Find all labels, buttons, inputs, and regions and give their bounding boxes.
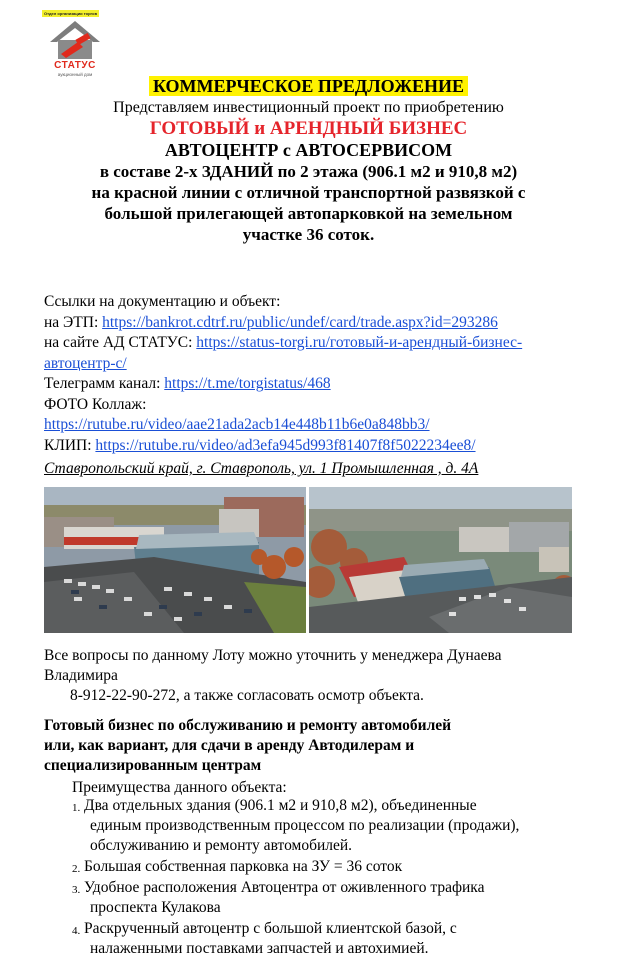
address: Ставропольский край, г. Ставрополь, ул. 1 Промышленная , д. 4А <box>44 460 479 477</box>
list-item-text: проспекта Кулакова <box>90 899 221 916</box>
contact-line: Все вопросы по данному Лоту можно уточнить у менеджера Дунаева <box>44 647 502 664</box>
list-item-text: Два отдельных здания (906.1 м2 и 910,8 м2), объединенные <box>84 797 477 814</box>
site-link[interactable]: https://status-torgi.ru/готовый-и-арендный-бизнес- <box>196 334 523 351</box>
headline-line: на красной линии с отличной транспортной развязкой с <box>91 183 526 202</box>
business-title-line: специализированным центрам <box>44 757 262 774</box>
headline-line: АВТОЦЕНТР с АВТОСЕРВИСОМ <box>164 140 453 160</box>
headline-line: в составе 2-х ЗДАНИЙ по 2 этажа (906.1 м2 и 910,8 м2) <box>99 162 518 181</box>
logo-name: СТАТУС <box>54 60 96 71</box>
company-logo <box>40 8 110 76</box>
links-section <box>44 292 604 456</box>
contact-line: Владимира <box>44 667 118 684</box>
site-label: на сайте АД СТАТУС: <box>44 334 197 351</box>
list-number: 4. <box>72 925 81 937</box>
list-item-text: обслуживанию и ремонту автомобилей. <box>90 837 353 854</box>
advantages-heading: Преимущества данного объекта: <box>72 779 287 796</box>
list-number: 2. <box>72 863 81 875</box>
list-item-text: Большая собственная парковка на ЗУ = 36 соток <box>84 858 403 875</box>
clip-label: КЛИП: <box>44 436 96 454</box>
logo-tag: Отдел организации торгов <box>44 11 98 16</box>
telegram-label: Телеграмм канал: <box>44 375 165 392</box>
business-title <box>44 716 564 776</box>
photo-link[interactable]: https://rutube.ru/video/aae21ada2acb14e448b11b6e0a848bb3/ <box>44 416 430 433</box>
house-logo-icon <box>48 20 102 60</box>
telegram-link[interactable]: https://t.me/torgistatus/468 <box>164 375 331 392</box>
offer-header <box>0 76 617 245</box>
intro-text: Представляем инвестиционный проект по приобретению <box>113 99 504 116</box>
headline-line: участке 36 соток. <box>242 225 375 244</box>
photo-label: ФОТО Коллаж: <box>44 395 147 413</box>
list-item <box>72 919 592 959</box>
red-headline: ГОТОВЫЙ и АРЕНДНЫЙ БИЗНЕС <box>149 118 468 139</box>
list-item-text: Раскрученный автоцентр с большой клиентской базой, с <box>84 920 457 937</box>
contact-phone: 8-912-22-90-272, а также согласовать осмотр объекта. <box>70 687 424 704</box>
clip-link[interactable]: https://rutube.ru/video/ad3efa945d993f81407f8f5022234ee8/ <box>95 436 476 454</box>
list-item <box>72 857 592 877</box>
list-item-text: налаженными поставками запчастей и автохимией. <box>90 940 429 957</box>
links-heading: Ссылки на документацию и объект: <box>44 293 281 310</box>
page-title: КОММЕРЧЕСКОЕ ПРЕДЛОЖЕНИЕ <box>149 76 468 96</box>
list-item-text: единым производственным процессом по реализации (продажи), <box>90 817 520 834</box>
site-link-continued[interactable]: автоцентр-с/ <box>44 354 127 372</box>
etp-label: на ЭТП: <box>44 313 103 331</box>
contact-section <box>44 646 584 706</box>
list-item-text: Удобное расположения Автоцентра от оживленного трафика <box>84 879 485 896</box>
advantages-list <box>72 796 592 960</box>
list-number: 3. <box>72 884 81 896</box>
aerial-photo-left <box>44 487 306 633</box>
list-number: 1. <box>72 802 81 814</box>
business-title-line: или, как вариант, для сдачи в аренду Автодилерам и <box>44 737 415 754</box>
aerial-photo-right <box>309 487 572 633</box>
etp-link[interactable]: https://bankrot.cdtrf.ru/public/undef/card/trade.aspx?id=293286 <box>102 313 498 331</box>
logo-subtitle: аукционный дом <box>57 72 93 77</box>
headline-line: большой прилегающей автопарковкой на земельном <box>104 204 513 223</box>
business-title-line: Готовый бизнес по обслуживанию и ремонту автомобилей <box>44 717 452 734</box>
list-item <box>72 796 592 856</box>
list-item <box>72 878 592 918</box>
